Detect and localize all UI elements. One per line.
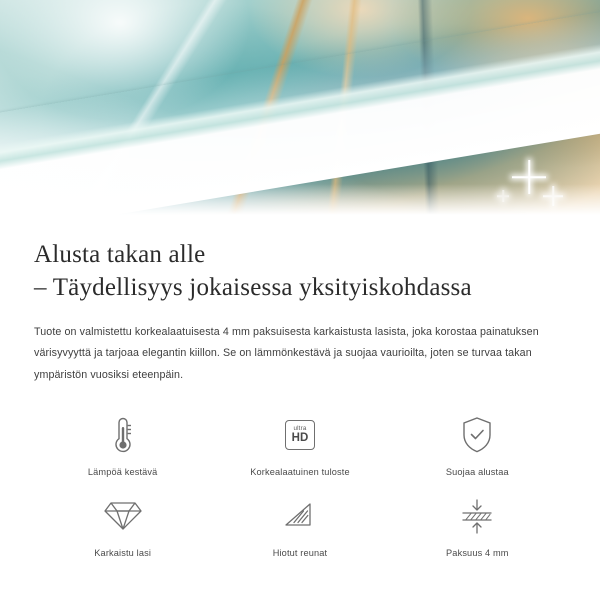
- diamond-icon: [103, 493, 143, 539]
- feature-item-thickness: [389, 493, 566, 558]
- ultra-hd-badge-top: ultra: [293, 424, 307, 432]
- feature-item-surface-protection: [389, 412, 566, 477]
- feature-item-polished-edges: [211, 493, 388, 558]
- polished-edges-icon: [283, 493, 317, 539]
- page-title: [34, 238, 566, 304]
- headline-line-2: – Täydellisyys jokaisessa yksityiskohdassa: [34, 274, 472, 301]
- feature-grid: [34, 412, 566, 558]
- shield-check-icon: [460, 412, 494, 458]
- ultra-hd-icon: [285, 412, 315, 458]
- thermometer-icon: [110, 412, 136, 458]
- hero-image: [0, 0, 600, 228]
- feature-item-tempered-glass: [34, 493, 211, 558]
- hero-bottom-fade: [0, 184, 600, 228]
- feature-label: Korkealaatuinen tuloste: [250, 467, 350, 478]
- feature-label: Karkaistu lasi: [94, 548, 152, 559]
- feature-item-print-quality: [211, 412, 388, 477]
- headline-line-1: Alusta takan alle: [34, 241, 206, 268]
- thickness-icon: [460, 493, 494, 539]
- content-area: [0, 238, 600, 558]
- feature-label: Hiotut reunat: [272, 548, 328, 559]
- feature-item-heat-resistant: [34, 412, 211, 477]
- feature-label: Paksuus 4 mm: [446, 548, 509, 559]
- description-paragraph: Tuote on valmistettu korkealaatuisesta 4 mm paksuisesta karkaistusta lasista, joka korostaa painatuksen värisyvyyttä ja tarjoaa elegantin kiillon. Se on lämmönkestävä ja suojaa vaurioilta, joten se turvaa takan ympäristön vuosiksi eteenpäin.: [34, 326, 539, 381]
- feature-label: Suojaa alustaa: [445, 467, 509, 478]
- feature-label: Lämpöä kestävä: [87, 467, 158, 478]
- ultra-hd-badge-bottom: HD: [291, 432, 309, 445]
